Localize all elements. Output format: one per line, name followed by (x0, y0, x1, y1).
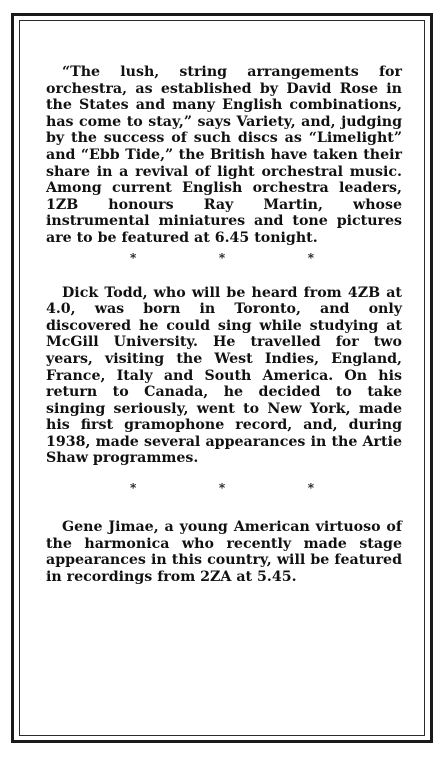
paragraph-gene-jimae: Gene Jimae, a young American virtuoso of the harmonica who recently made stage appearances in this country, will be featured in recordings from 2ZA at 5.45. (46, 519, 402, 585)
separator-star: * (307, 250, 314, 265)
article-body (46, 64, 402, 585)
separator-star: * (218, 481, 226, 496)
separator-star: * (130, 481, 137, 496)
separator-star: * (218, 250, 226, 265)
paragraph-light-orchestral: “The lush, string arrangements for orchestra, as established by David Rose in the States and many English combinations, has come to stay,” says Variety, and, judging by the success of such discs as “Limelight” and “Ebb Tide,” the British have taken their share in a revival of light orchestral music. Among current English orchestra leaders, 1ZB honours Ray Martin, whose instrumental miniatures and tone pictures are to be featured at 6.45 tonight. (46, 64, 402, 246)
section-separator (46, 477, 402, 499)
paragraph-dick-todd: Dick Todd, who will be heard from 4ZB at 4.0, was born in Toronto, and only discovered he could sing while studying at McGill University. He travelled for two years, visiting the West Indies, England, France, Italy and South America. On his return to Canada, he decided to take singing seriously, went to New York, made his first gramophone record, and, during 1938, made several appearances in the Artie Shaw programmes. (46, 284, 402, 467)
separator-star: * (130, 250, 137, 265)
section-separator (46, 247, 402, 269)
separator-star: * (307, 481, 314, 496)
